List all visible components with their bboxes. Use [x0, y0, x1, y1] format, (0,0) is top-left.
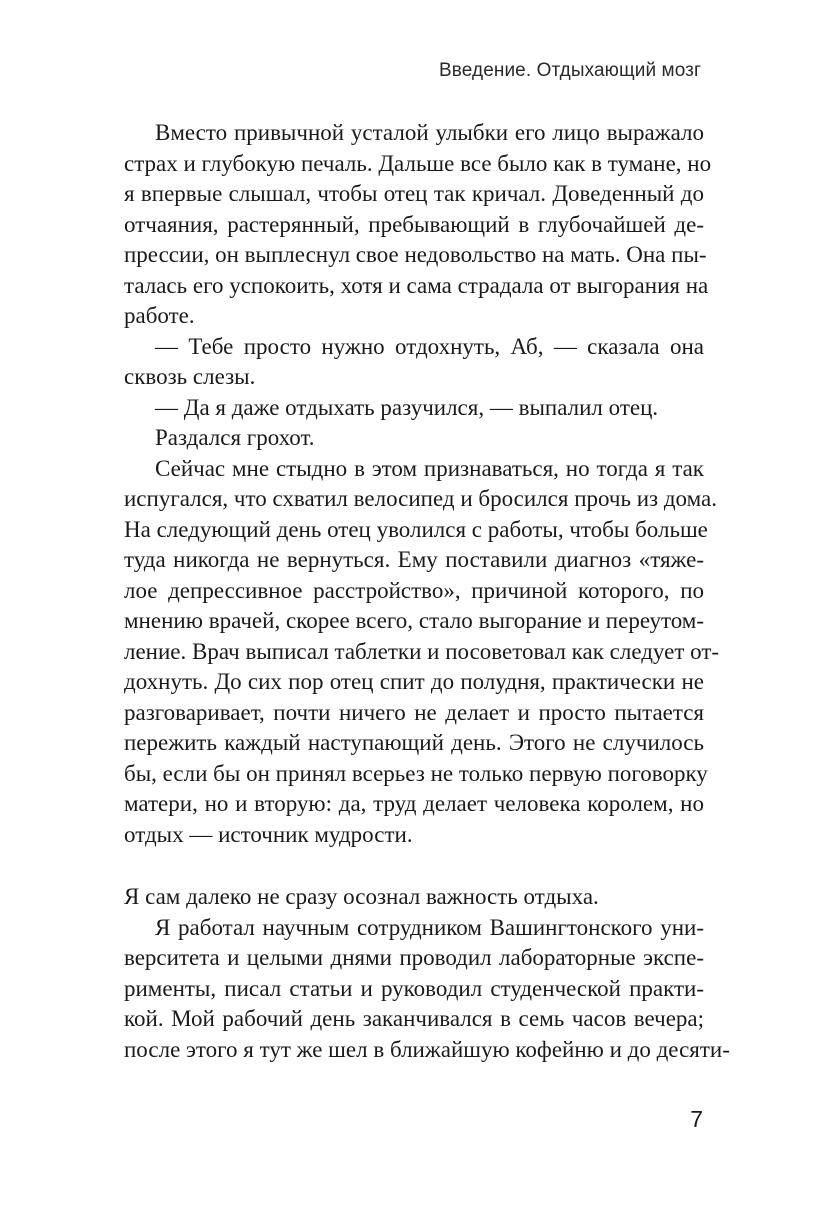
text-line: отдых — источник мудрости. — [124, 821, 413, 847]
text-line: На следующий день отец уволился с работы, чтобы больше — [124, 516, 708, 542]
text-line: после этого я тут же шел в ближайшую кофейню и до десяти- — [124, 1036, 730, 1062]
text-line: Я работал научным сотрудником Вашингтонского уни- — [155, 914, 704, 940]
text-line: лое депрессивное расстройство», причиной которого, по — [124, 577, 704, 603]
text-line: туда никогда не вернуться. Ему поставили диагноз «тяже- — [124, 547, 704, 572]
text-line: Я сам далеко не сразу осознал важность отдыха. — [124, 884, 599, 909]
text-line: бы, если бы он принял всерьез не только первую поговорку — [124, 760, 708, 786]
text-line: прессии, он выплеснул свое недовольство на мать. Она пы- — [124, 242, 707, 267]
text-line: Раздался грохот. — [155, 425, 315, 450]
text-line: рименты, писал статьи и руководил студенческой практи- — [124, 975, 704, 1001]
paragraph — [124, 332, 704, 393]
text-line: Сейчас мне стыдно в этом признаваться, но тогда я так — [155, 455, 704, 481]
text-line: верситета и целыми днями проводил лабораторные экспе- — [124, 945, 704, 970]
text-line: ление. Врач выписал таблетки и посоветовал как следует от- — [124, 638, 720, 664]
text-line: работе. — [124, 303, 195, 328]
text-line: матери, но и вторую: да, труд делает человека королем, но — [124, 791, 704, 816]
text-line: сквозь слезы. — [124, 364, 256, 389]
text-line: пережить каждый наступающий день. Этого не случилось — [124, 730, 704, 755]
text-line: я впервые слышал, чтобы отец так кричал. Доведенный до — [124, 181, 704, 206]
text-line: Вместо привычной усталой улыбки его лицо выражало — [155, 120, 704, 145]
text-line: — Да я даже отдыхать разучился, — выпалил отец. — [155, 394, 659, 420]
text-line: отчаяния, растерянный, пребывающий в глубочайшей де- — [124, 211, 704, 237]
text-line: — Тебе просто нужно отдохнуть, Аб, — сказала она — [155, 333, 704, 359]
page-number: 7 — [690, 1106, 703, 1132]
text-line: дохнуть. До сих пор отец спит до полудня, практически не — [124, 669, 704, 694]
body-text — [124, 118, 730, 1065]
text-line: талась его успокоить, хотя и сама страдала от выгорания на — [124, 272, 709, 298]
text-line: страх и глубокую печаль. Дальше все было как в тумане, но — [124, 150, 712, 176]
paragraph — [124, 423, 704, 454]
text-line: испугался, что схватил велосипед и бросился прочь из дома. — [124, 486, 717, 511]
paragraph — [124, 913, 730, 1066]
text-line: мнению врачей, скорее всего, стало выгорание и переутом- — [124, 608, 704, 633]
section-break — [124, 850, 704, 882]
paragraph — [124, 393, 704, 424]
paragraph — [124, 454, 720, 851]
text-line: кой. Мой рабочий день заканчивался в семь часов вечера; — [124, 1006, 704, 1031]
text-line: разговаривает, почти ничего не делает и просто пытается — [124, 699, 704, 725]
paragraph — [124, 882, 704, 913]
paragraph — [124, 118, 712, 332]
running-header: Введение. Отдыхающий мозг — [439, 60, 701, 81]
